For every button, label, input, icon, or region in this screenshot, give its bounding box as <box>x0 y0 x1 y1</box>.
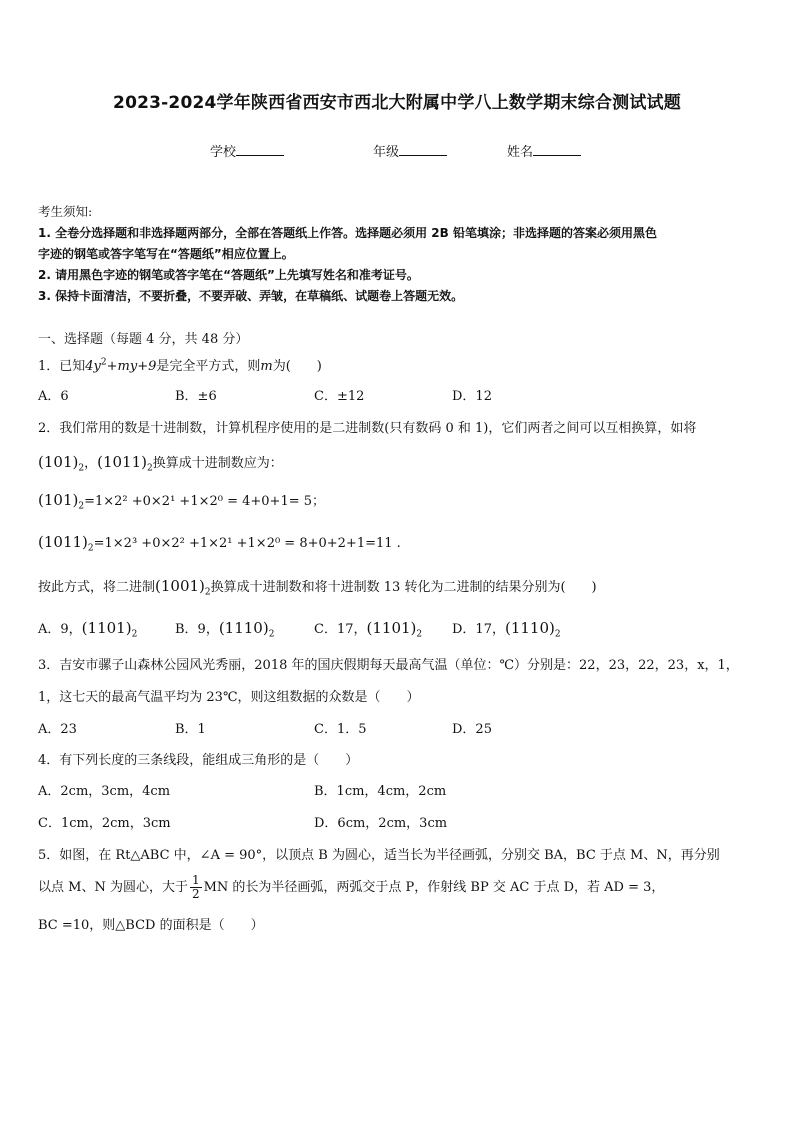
page-title: 2023-2024学年陕西省西安市西北大附属中学八上数学期末综合测试试题 <box>113 93 681 113</box>
question-2-line-1: 2．我们常用的数是十进制数，计算机程序使用的是二进制数(只有数码 0 和 1)，它们两者之间可以互相换算，如将 <box>38 421 697 436</box>
notice-item: 字迹的钢笔或答字笔写在“答题纸”相应位置上。 <box>38 247 294 261</box>
fraction-half: $\frac{1}{2}$ <box>191 873 200 901</box>
notice-heading: 考生须知: <box>38 204 93 219</box>
name-field[interactable] <box>507 141 581 160</box>
q1-option-d[interactable]: D．12 <box>452 389 492 404</box>
q2-option-d[interactable]: D．17，$(1110)_2$ <box>452 619 561 640</box>
q1-option-c[interactable]: C．±12 <box>314 389 365 404</box>
q4-option-a[interactable]: A．2cm，3cm，4cm <box>38 784 171 799</box>
question-4-line-1: 4．有下列长度的三条线段，能组成三角形的是（ ） <box>38 753 359 768</box>
q4-option-c[interactable]: C．1cm，2cm，3cm <box>38 816 171 831</box>
question-2-line-2: $(101)_2$，$(1011)_2$换算成十进制数应为： <box>38 453 283 474</box>
question-3-line-2: 1，这七天的最高气温平均为 23℃，则这组数据的众数是（ ） <box>38 690 420 705</box>
q2-option-a[interactable]: A．9，$(1101)_2$ <box>38 619 138 640</box>
name-label: 姓名 <box>507 145 534 160</box>
question-3-line-1: 3．吉安市骡子山森林公园风光秀丽，2018 年的国庆假期每天最高气温（单位：℃）分别是：22，23，22，23，x，1， <box>38 658 739 673</box>
q3-option-a[interactable]: A．23 <box>38 722 77 737</box>
grade-blank[interactable] <box>399 143 447 156</box>
section-heading: 一、选择题（每题 4 分，共 48 分） <box>38 332 249 347</box>
q1-option-a[interactable]: A．6 <box>38 389 69 404</box>
notice-item: 1. 全卷分选择题和非选择题两部分，全部在答题纸上作答。选择题必须用 2B 铅笔填涂；非选择题的答案必须用黑色 <box>38 226 657 240</box>
question-5-line-2: 以点 M、N 为圆心，大于 $\frac{1}{2}$ MN 的长为半径画弧，两弧交于点 P，作射线 BP 交 AC 于点 D，若 AD = 3， <box>38 873 665 901</box>
question-5-line-3: BC =10，则△BCD 的面积是（ ） <box>38 918 264 933</box>
q4-option-d[interactable]: D．6cm，2cm，3cm <box>314 816 448 831</box>
q3-option-d[interactable]: D．25 <box>452 722 492 737</box>
school-field[interactable] <box>210 141 284 160</box>
grade-label: 年级 <box>373 145 400 160</box>
q2-option-b[interactable]: B．9，$(1110)_2$ <box>175 619 275 640</box>
notice-item: 2. 请用黑色字迹的钢笔或答字笔在“答题纸”上先填写姓名和准考证号。 <box>38 268 419 282</box>
q1-option-b[interactable]: B．±6 <box>175 389 217 404</box>
q3-option-c[interactable]: C．1．5 <box>314 722 367 737</box>
grade-field[interactable] <box>373 141 447 160</box>
question-1: 1．已知$4y^2+my+9$是完全平方式，则m为( ) <box>38 357 322 374</box>
q3-option-b[interactable]: B．1 <box>175 722 206 737</box>
name-blank[interactable] <box>533 143 581 156</box>
question-2-line-5: 按此方式，将二进制$(1001)_2$换算成十进制数和将十进制数 13 转化为二进制的结果分别为( ) <box>38 577 597 598</box>
question-2-calc-1: $(101)_2=1\times 2^2 +0\times 2^1 +1\times 2^0 = 4+0+1= 5$； <box>38 491 326 512</box>
notice-item: 3. 保持卡面清洁，不要折叠，不要弄破、弄皱，在草稿纸、试题卷上答题无效。 <box>38 289 464 303</box>
question-2-calc-2: $(1011)_2=1\times 2^3 +0\times 2^2 +1\times 2^1 +1\times 2^0 = 8+0+2+1=11$ . <box>38 533 401 554</box>
school-blank[interactable] <box>236 143 284 156</box>
school-label: 学校 <box>210 145 237 160</box>
q2-option-c[interactable]: C．17，$(1101)_2$ <box>314 619 423 640</box>
q4-option-b[interactable]: B．1cm，4cm，2cm <box>314 784 447 799</box>
question-5-line-1: 5．如图，在 Rt△ABC 中，∠A = 90°，以顶点 B 为圆心，适当长为半径画弧，分别交 BA，BC 于点 M、N，再分别 <box>38 848 720 863</box>
